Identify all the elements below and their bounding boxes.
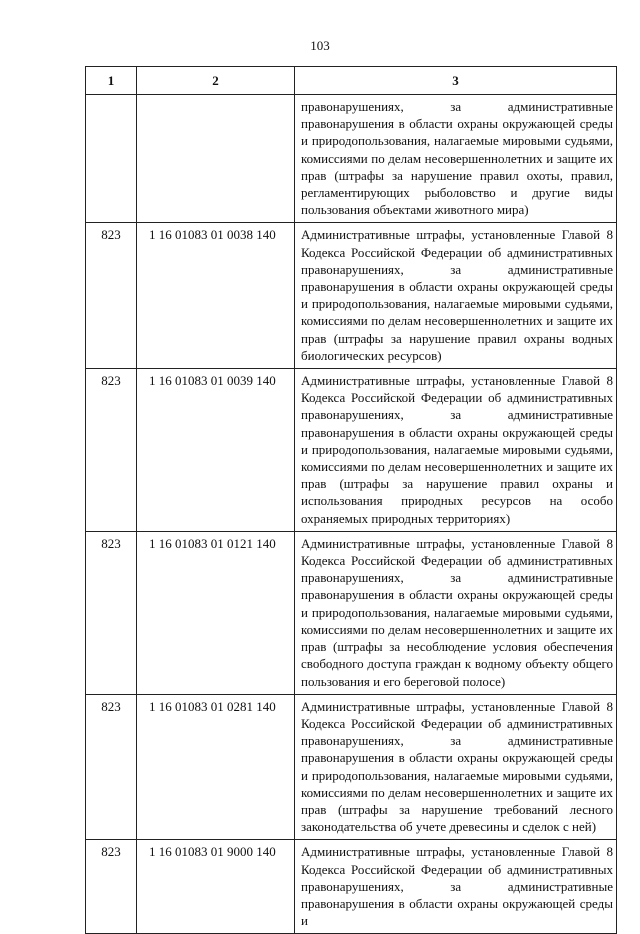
table-row — [86, 95, 617, 223]
header-col-1: 1 — [86, 67, 137, 95]
description-cell: Административные штрафы, установленные Главой 8 Кодекса Российской Федерации об административных правонарушениях, за административные правонарушения в области охраны окружающей среды и природопользования, налагаемые мировыми судьями, комиссиями по делам несовершеннолетних и защите их прав (штрафы за несоблюдение условия обеспечения свободного доступа граждан к водному объекту общего пользования и его береговой полосе) — [295, 531, 617, 694]
header-col-3: 3 — [295, 67, 617, 95]
description-cell: Административные штрафы, установленные Главой 8 Кодекса Российской Федерации об административных правонарушениях, за административные правонарушения в области охраны окружающей среды и природопользования, налагаемые мировыми судьями, комиссиями по делам несовершеннолетних и защите их прав (штрафы за нарушение требований лесного законодательства об учете древесины и сделок с ней) — [295, 694, 617, 840]
kbk-code-cell: 1 16 01083 01 0039 140 — [137, 369, 295, 532]
table-row — [86, 840, 617, 934]
table-header-row — [86, 67, 617, 95]
table-row — [86, 223, 617, 369]
admin-code-cell: 823 — [86, 694, 137, 840]
description-cell: Административные штрафы, установленные Главой 8 Кодекса Российской Федерации об административных правонарушениях, за административные правонарушения в области охраны окружающей среды и — [295, 840, 617, 934]
kbk-code-cell: 1 16 01083 01 0038 140 — [137, 223, 295, 369]
page-number: 103 — [310, 38, 330, 53]
header-col-2: 2 — [137, 67, 295, 95]
admin-code-cell: 823 — [86, 531, 137, 694]
description-cell: Административные штрафы, установленные Главой 8 Кодекса Российской Федерации об административных правонарушениях, за административные правонарушения в области охраны окружающей среды и природопользования, налагаемые мировыми судьями, комиссиями по делам несовершеннолетних и защите их прав (штрафы за нарушение правил охраны водных биологических ресурсов) — [295, 223, 617, 369]
description-cell: правонарушениях, за административные правонарушения в области охраны окружающей среды и природопользования, налагаемые мировыми судьями, комиссиями по делам несовершеннолетних и защите их прав (штрафы за нарушение правил охоты, правил, регламентирующих рыболовство и другие виды пользования объектами животного мира) — [295, 95, 617, 223]
kbk-code-cell: 1 16 01083 01 0281 140 — [137, 694, 295, 840]
kbk-code-cell: 1 16 01083 01 0121 140 — [137, 531, 295, 694]
admin-code-cell — [86, 95, 137, 223]
budget-classification-table — [85, 66, 617, 934]
table-row — [86, 369, 617, 532]
kbk-code-cell — [137, 95, 295, 223]
kbk-code-cell: 1 16 01083 01 9000 140 — [137, 840, 295, 934]
admin-code-cell: 823 — [86, 223, 137, 369]
admin-code-cell: 823 — [86, 369, 137, 532]
description-cell: Административные штрафы, установленные Главой 8 Кодекса Российской Федерации об административных правонарушениях, за административные правонарушения в области охраны окружающей среды и природопользования, налагаемые мировыми судьями, комиссиями по делам несовершеннолетних и защите их прав (штрафы за нарушение правил охраны и использования природных ресурсов на особо охраняемых природных территориях) — [295, 369, 617, 532]
table-row — [86, 694, 617, 840]
admin-code-cell: 823 — [86, 840, 137, 934]
table-row — [86, 531, 617, 694]
